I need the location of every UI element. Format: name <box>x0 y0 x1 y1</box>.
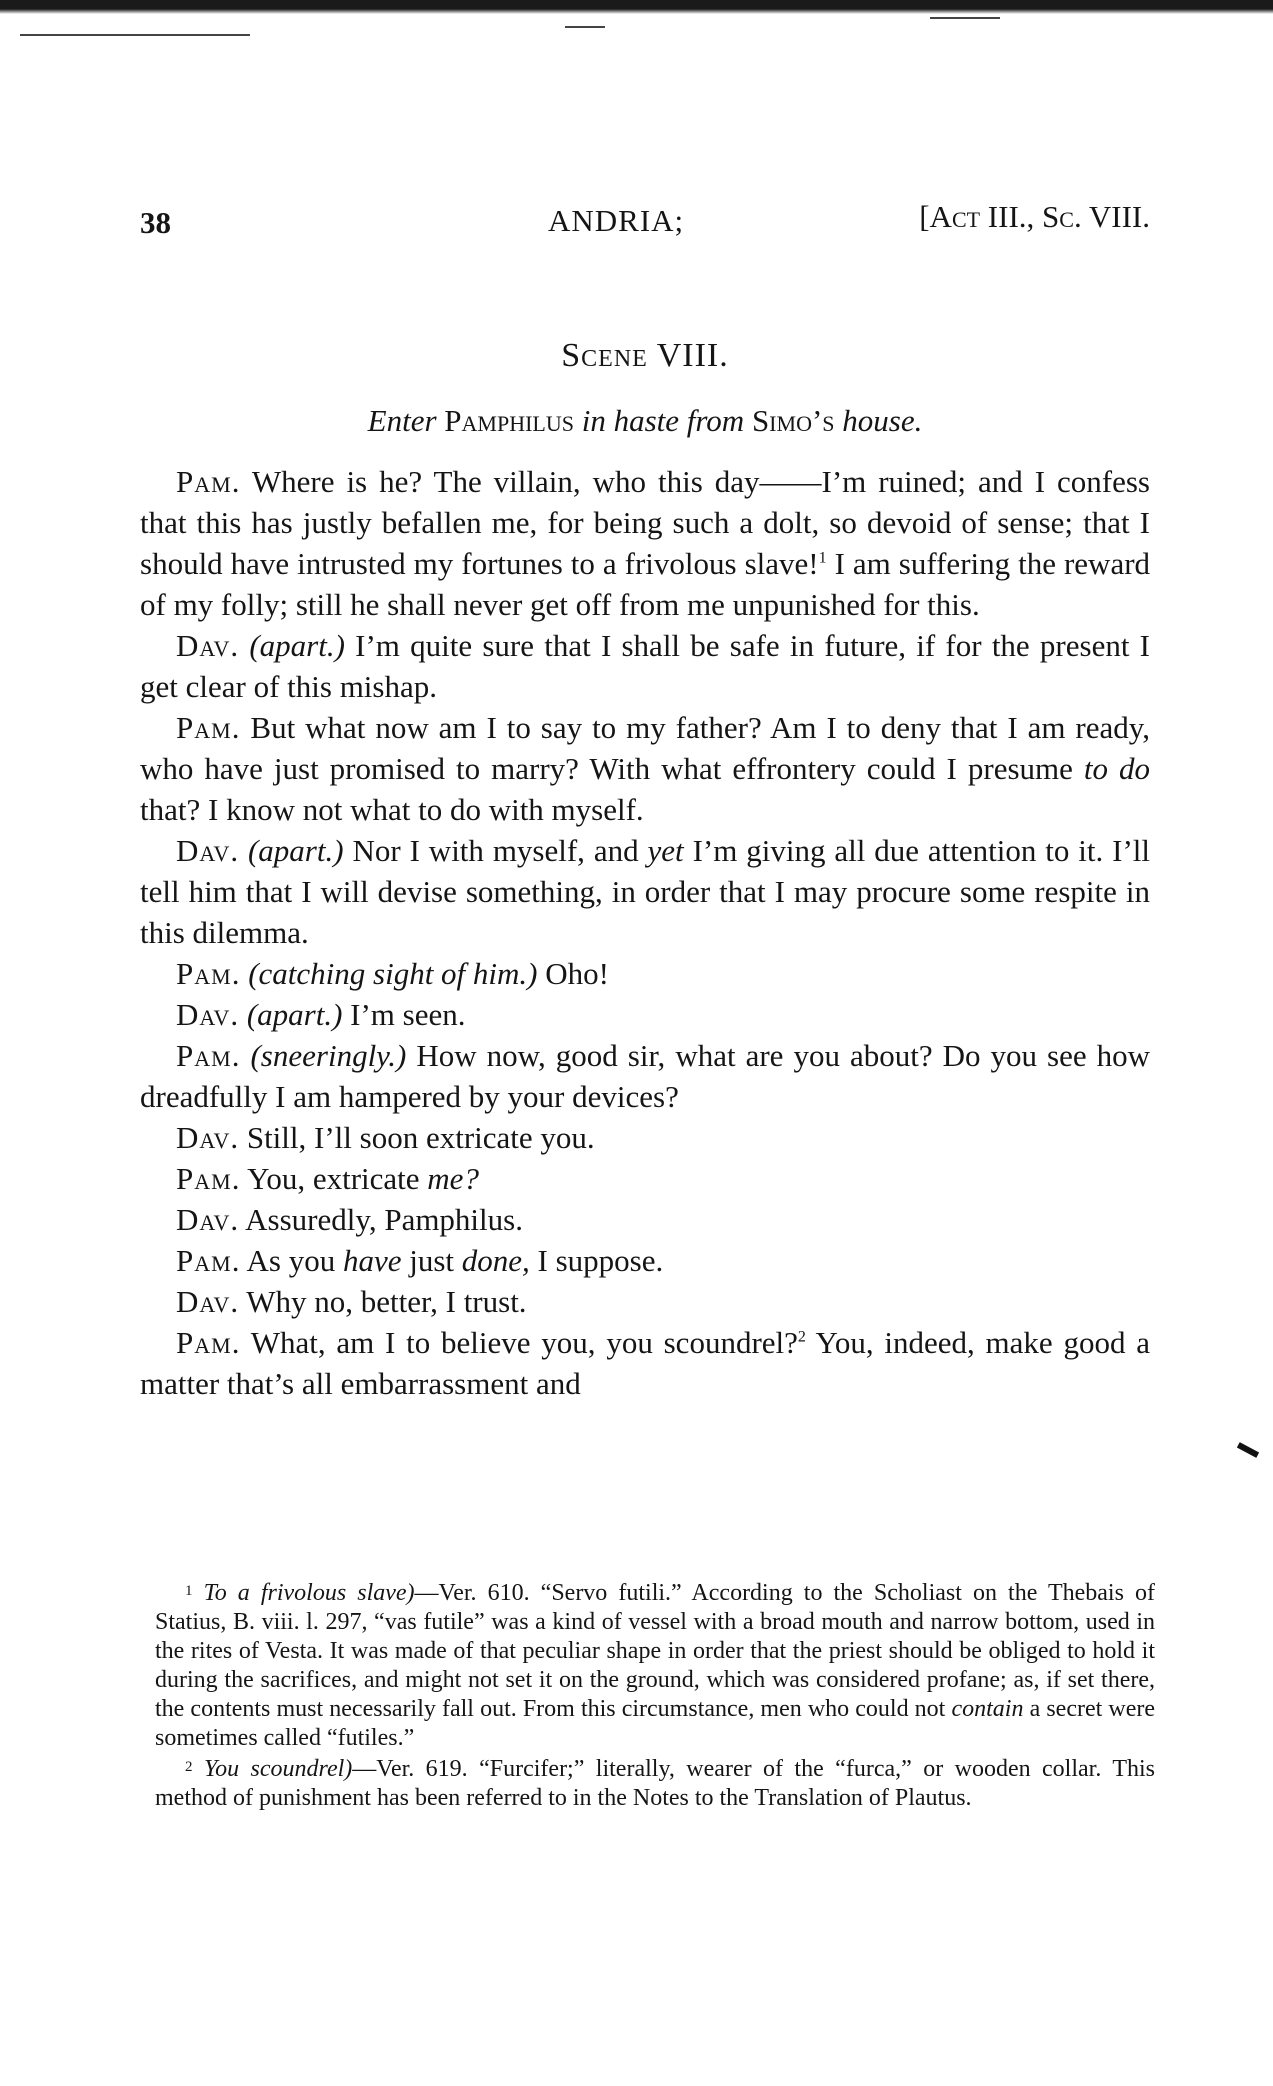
speech-text: just <box>409 1243 455 1278</box>
speech-text: Still, I’ll soon extricate you. <box>246 1120 595 1155</box>
speech-text: that? I know not what to do with myself. <box>140 792 644 827</box>
speech-emphasis: have <box>342 1243 402 1278</box>
speaker-name: Pam. <box>176 1161 241 1196</box>
speech-text: I am suffering the reward of my folly; still he shall never get off from me unpunished for this. <box>140 546 1151 622</box>
speaker-name: Pam. <box>176 1243 241 1278</box>
stage-aside: (sneeringly.) <box>250 1038 407 1073</box>
direction-text: house. <box>842 403 923 438</box>
speech-text: As you <box>246 1243 336 1278</box>
margin-mark <box>1237 1442 1259 1458</box>
footnote-text: —Ver. 619. “Furcifer;” literally, wearer of the “furca,” or wooden collar. This method of punishment has been referred to in the Notes to the Translation of Plautus. <box>155 1756 1155 1811</box>
stage-aside: (apart.) <box>247 833 344 868</box>
speech-text: You, extricate <box>247 1161 420 1196</box>
direction-text: Enter <box>367 403 437 438</box>
scan-edge-mark <box>20 34 250 36</box>
speech <box>140 461 1150 625</box>
speaker-name: Dav. <box>176 1284 240 1319</box>
page-body <box>140 195 1150 1404</box>
running-title: ANDRIA; <box>548 203 685 238</box>
speech-text: I’m seen. <box>350 997 466 1032</box>
footnotes <box>155 1577 1155 1813</box>
speaker-name: Pam. <box>176 956 241 991</box>
speech <box>140 830 1150 953</box>
stage-aside: (apart.) <box>246 997 343 1032</box>
scan-top-edge <box>0 0 1273 14</box>
footnote <box>155 1753 1155 1813</box>
speech-text: Oho! <box>545 956 609 991</box>
speech-text: How now, good sir, what are you about? Do you see how dreadfully I am hampered by your devices? <box>140 1038 1151 1114</box>
speaker-name: Pam. <box>176 464 241 499</box>
speech-text: I suppose. <box>537 1243 664 1278</box>
character-name: Pamphilus <box>444 403 574 438</box>
speaker-name: Dav. <box>176 1202 240 1237</box>
speech <box>140 707 1150 830</box>
speaker-name: Dav. <box>176 833 240 868</box>
speech <box>140 953 1150 994</box>
speaker-name: Pam. <box>176 1325 241 1360</box>
stage-direction <box>140 403 1150 439</box>
speech <box>140 1281 1150 1322</box>
footnote <box>155 1577 1155 1753</box>
speech-text: Nor I with myself, and <box>352 833 639 868</box>
speech <box>140 625 1150 707</box>
speech-text: I’m quite sure that I shall be safe in future, if for the present I get clear of this mishap. <box>140 628 1150 704</box>
speech <box>140 1240 1150 1281</box>
speech-text: Where is he? The villain, who this day——I’m ruined; and I confess that this has justly befallen me, for being such a dolt, so devoid of sense; that I should have intrusted my fortunes to a frivolous slave! <box>140 464 1150 581</box>
stage-aside: (apart.) <box>249 628 345 663</box>
footnote-emphasis: contain <box>951 1696 1024 1722</box>
speaker-name: Dav. <box>176 997 240 1032</box>
speech-text: What, am I to believe you, you scoundrel? <box>250 1325 798 1360</box>
speech-text: You, indeed, make good a matter that’s all embarrassment and <box>140 1325 1150 1401</box>
footnote-mark: 2 <box>185 1759 193 1775</box>
scan-edge-mark <box>565 26 605 28</box>
character-name: Simo’s <box>751 403 835 438</box>
speaker-name: Pam. <box>176 710 241 745</box>
footnote-text: a secret were sometimes called “futiles.” <box>155 1696 1156 1751</box>
speech <box>140 1158 1150 1199</box>
dialogue <box>140 461 1150 1404</box>
speech <box>140 1199 1150 1240</box>
scan-edge-mark <box>930 17 1000 19</box>
speech-text: Why no, better, I trust. <box>246 1284 527 1319</box>
footnote-ref: 2 <box>797 1328 806 1346</box>
page-number: 38 <box>140 205 171 240</box>
stage-aside: (catching sight of him.) <box>248 956 538 991</box>
footnote-mark: 1 <box>185 1583 193 1599</box>
speech-emphasis: done, <box>461 1243 530 1278</box>
footnote-text: —Ver. 610. “Servo futili.” According to the Scholiast on the Thebais of Statius, B. viii. l. 297, “vas futile” was a kind of vessel with a broad mouth and narrow bottom, used in the rites of Vesta. It was made of that peculiar shape in order that the priest should be obliged to hold it during the sacrifices, and might not set it on the ground, which was considered profane; as, if set there, the contents must necessarily fall out. From this circumstance, men who could not <box>155 1580 1155 1722</box>
running-header <box>140 195 1150 245</box>
act-scene-label: [Act III., Sc. VIII. <box>919 199 1150 234</box>
footnote-lemma: You scoundrel) <box>203 1756 353 1782</box>
speech-emphasis: to do <box>1083 751 1150 786</box>
speech-text: I’m giving all due attention to it. I’ll tell him that I will devise something, in order that I may procure some respite in this dilemma. <box>140 833 1151 950</box>
footnote-ref: 1 <box>818 549 827 567</box>
footnote-lemma: To a frivolous slave) <box>203 1580 415 1606</box>
speech-text: But what now am I to say to my father? Am I to deny that I am ready, who have just promised to marry? With what effrontery could I presume <box>140 710 1151 786</box>
speaker-name: Pam. <box>176 1038 241 1073</box>
speaker-name: Dav. <box>176 1120 240 1155</box>
speech <box>140 1035 1150 1117</box>
speech-emphasis: yet <box>647 833 684 868</box>
scene-heading: Scene VIII. <box>561 337 729 374</box>
speaker-name: Dav. <box>176 628 240 663</box>
speech <box>140 1117 1150 1158</box>
speech <box>140 994 1150 1035</box>
speech <box>140 1322 1150 1404</box>
direction-text: in haste from <box>581 403 745 438</box>
speech-text: Assuredly, Pamphilus. <box>245 1202 523 1237</box>
speech-emphasis: me? <box>427 1161 479 1196</box>
